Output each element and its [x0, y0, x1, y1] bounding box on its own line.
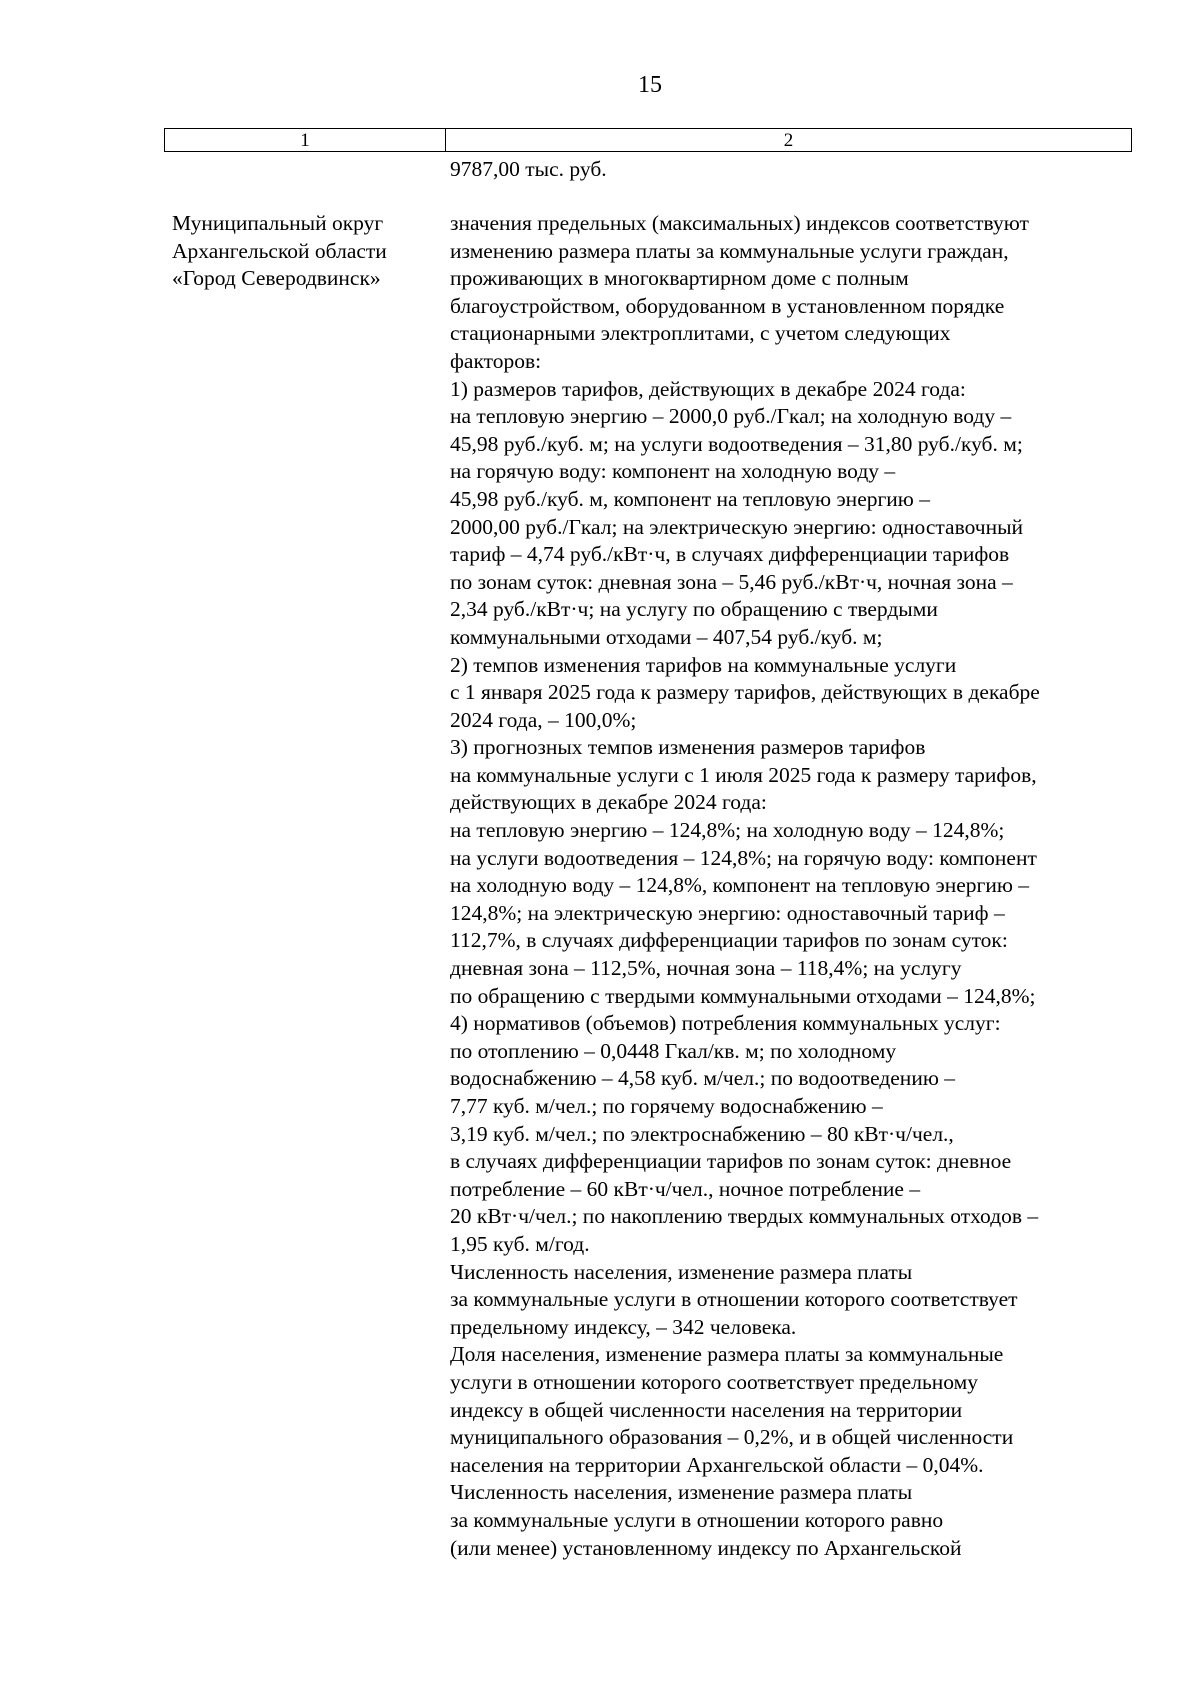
description-line: услуги в отношении которого соответствует предельному — [450, 1369, 978, 1394]
description-line: дневная зона – 112,5%, ночная зона – 118,4%; на услугу — [450, 956, 962, 981]
description-line: 2000,00 руб./Гкал; на электрическую энергию: одноставочный — [450, 514, 1024, 539]
description-line: Доля населения, изменение размера платы за коммунальные — [450, 1342, 1004, 1367]
description-line: стационарными электроплитами, с учетом следующих — [450, 321, 951, 346]
description-line: на горячую воду: компонент на холодную воду – — [450, 459, 896, 484]
description-line: Численность населения, изменение размера платы — [450, 1480, 913, 1505]
description-line: на коммунальные услуги с 1 июля 2025 года к размеру тарифов, — [450, 762, 1037, 787]
description-line: за коммунальные услуги в отношении которого соответствует — [450, 1287, 1018, 1312]
description-line: проживающих в многоквартирном доме с полным — [450, 266, 909, 291]
description-line: населения на территории Архангельской области – 0,04%. — [450, 1452, 984, 1477]
description-line: по зонам суток: дневная зона – 5,46 руб./кВт·ч, ночная зона – — [450, 569, 1013, 594]
description-line: (или менее) установленному индексу по Архангельской — [450, 1535, 962, 1560]
description-line: факторов: — [450, 348, 542, 373]
description-line: 2024 года, – 100,0%; — [450, 707, 637, 732]
table-header-col1: 1 — [165, 129, 446, 151]
description-line: тариф – 4,74 руб./кВт·ч, в случаях дифференциации тарифов — [450, 542, 1010, 567]
municipality-name-cell — [172, 210, 432, 293]
municipality-line: Муниципальный округ — [172, 211, 384, 235]
description-line: на холодную воду – 124,8%, компонент на тепловую энергию – — [450, 873, 1030, 898]
description-line: значения предельных (максимальных) индексов соответствуют — [450, 211, 1029, 235]
description-line: на тепловую энергию – 2000,0 руб./Гкал; на холодную воду – — [450, 404, 1012, 429]
description-line: 2,34 руб./кВт·ч; на услугу по обращению с твердыми — [450, 597, 938, 622]
description-line: по отоплению – 0,0448 Гкал/кв. м; по холодному — [450, 1038, 897, 1063]
previous-row-continuation: 9787,00 тыс. руб. — [450, 157, 607, 181]
description-line: 45,98 руб./куб. м, компонент на тепловую энергию – — [450, 486, 930, 511]
description-line: по обращению с твердыми коммунальными отходами – 124,8%; — [450, 983, 1036, 1008]
tariff-description-cell — [450, 210, 1150, 1562]
description-line: 2) темпов изменения тарифов на коммунальные услуги — [450, 652, 957, 677]
description-line: в случаях дифференциации тарифов по зонам суток: дневное — [450, 1149, 1012, 1174]
description-line: 1,95 куб. м/год. — [450, 1231, 590, 1256]
description-line: благоустройством, оборудованном в установленном порядке — [450, 293, 1005, 318]
municipality-line: Архангельской области — [172, 238, 387, 263]
description-line: Численность населения, изменение размера платы — [450, 1259, 913, 1284]
table-header-col2: 2 — [783, 129, 794, 151]
description-line: 112,7%, в случаях дифференциации тарифов по зонам суток: — [450, 928, 1008, 953]
description-line: 1) размеров тарифов, действующих в декабре 2024 года: — [450, 376, 966, 401]
description-line: коммунальными отходами – 407,54 руб./куб. м; — [450, 624, 883, 649]
description-line: 4) нормативов (объемов) потребления коммунальных услуг: — [450, 1011, 1001, 1036]
description-line: 124,8%; на электрическую энергию: одноставочный тариф – — [450, 900, 1005, 925]
description-line: 3) прогнозных темпов изменения размеров тарифов — [450, 735, 926, 760]
description-line: потребление – 60 кВт·ч/чел., ночное потребление – — [450, 1176, 921, 1201]
description-line: на тепловую энергию – 124,8%; на холодную воду – 124,8%; — [450, 818, 1005, 843]
description-line: индексу в общей численности населения на территории — [450, 1397, 963, 1422]
description-line: 7,77 куб. м/чел.; по горячему водоснабжению – — [450, 1094, 883, 1118]
page-number: 15 — [638, 72, 662, 98]
description-line: с 1 января 2025 года к размеру тарифов, действующих в декабре — [450, 680, 1040, 705]
description-line: водоснабжению – 4,58 куб. м/чел.; по водоотведению – — [450, 1066, 956, 1091]
description-line: действующих в декабре 2024 года: — [450, 790, 767, 815]
description-line: 45,98 руб./куб. м; на услуги водоотведения – 31,80 руб./куб. м; — [450, 431, 1023, 456]
municipality-line: «Город Северодвинск» — [172, 266, 381, 290]
description-line: муниципального образования – 0,2%, и в общей численности — [450, 1425, 1014, 1450]
description-line: изменению размера платы за коммунальные услуги граждан, — [450, 238, 1009, 263]
description-line: предельному индексу, – 342 человека. — [450, 1314, 797, 1339]
description-line: на услуги водоотведения – 124,8%; на горячую воду: компонент — [450, 845, 1037, 870]
description-line: за коммунальные услуги в отношении которого равно — [450, 1507, 944, 1532]
table-header-row — [164, 128, 1132, 152]
description-line: 3,19 куб. м/чел.; по электроснабжению – 80 кВт·ч/чел., — [450, 1121, 954, 1146]
description-line: 20 кВт·ч/чел.; по накоплению твердых коммунальных отходов – — [450, 1204, 1039, 1229]
